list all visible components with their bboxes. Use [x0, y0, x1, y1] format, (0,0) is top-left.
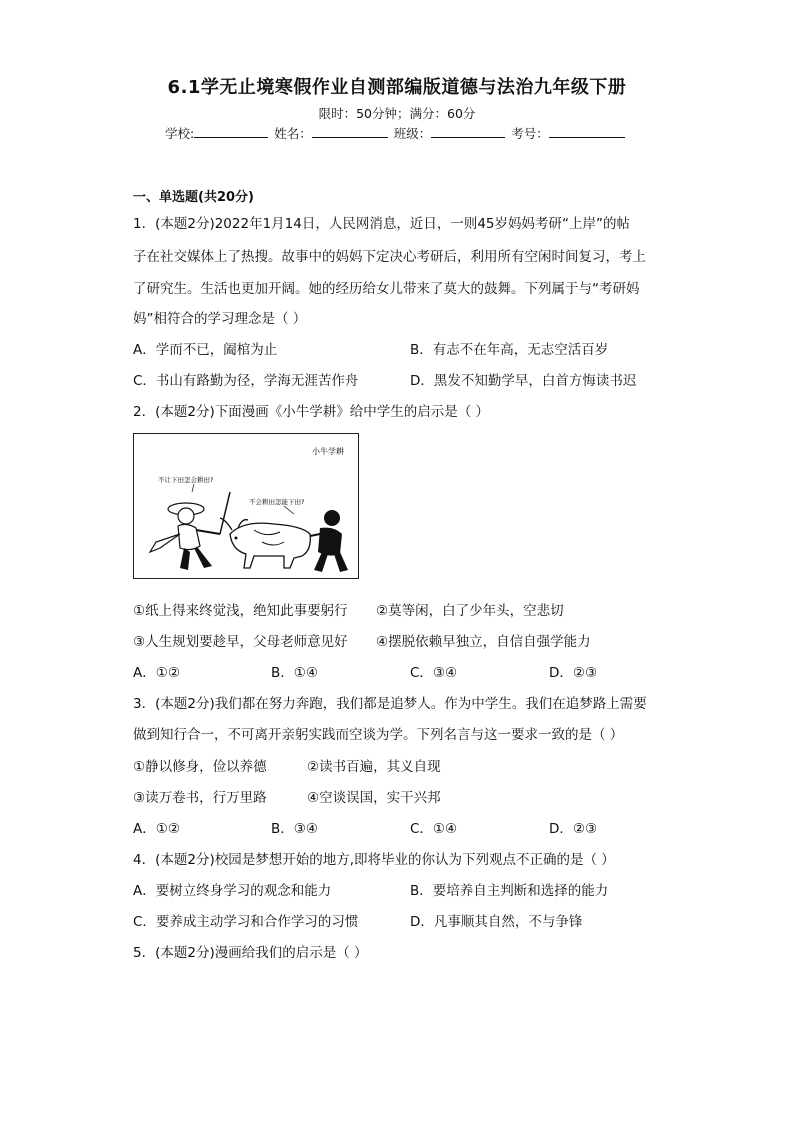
- comic-speech-1: 不让下田怎会耕田?: [158, 476, 214, 484]
- q2-statement-1: ①纸上得来终觉浅，绝知此事要躬行: [133, 603, 348, 619]
- q1-option-c[interactable]: C．书山有路勤为径，学海无涯苦作舟: [133, 373, 359, 389]
- q2-option-b[interactable]: B．①④: [271, 665, 318, 681]
- q1-option-a[interactable]: A．学而不已，阖棺为止: [133, 342, 278, 358]
- q1-stem-line1: 1．(本题2分)2022年1月14日，人民网消息，近日，一则45岁妈妈考研“上岸”的帖: [133, 216, 631, 232]
- school-blank[interactable]: [194, 125, 268, 138]
- q4-option-d[interactable]: D．凡事顺其自然，不与争锋: [410, 914, 583, 930]
- number-blank[interactable]: [549, 125, 625, 138]
- q3-option-a[interactable]: A．①②: [133, 821, 180, 837]
- q1-stem-line3: 了研究生。生活也更加开阔。她的经历给女儿带来了莫大的鼓舞。下列属于与“考研妈: [133, 281, 640, 297]
- q3-stem-line2: 做到知行合一，不可离开亲躬实践而空谈为学。下列名言与这一要求一致的是（ ）: [133, 727, 624, 743]
- name-label: 姓名：: [274, 126, 312, 141]
- q3-statement-4: ④空谈误国，实干兴邦: [307, 790, 441, 806]
- q1-stem-line2: 子在社交媒体上了热搜。故事中的妈妈下定决心考研后，利用所有空闲时间复习，考上: [133, 249, 646, 265]
- q3-stem-line1: 3．(本题2分)我们都在努力奔跑，我们都是追梦人。作为中学生。我们在追梦路上需要: [133, 696, 647, 712]
- time-score-info: 限时：50分钟；满分：60分: [318, 106, 476, 121]
- q2-option-c[interactable]: C．③④: [410, 665, 458, 681]
- comic-drawing: [134, 434, 358, 578]
- q2-statement-3: ③人生规划要趁早，父母老师意见好: [133, 634, 348, 650]
- q3-statement-2: ②读书百遍，其义自现: [307, 759, 441, 775]
- q4-option-a[interactable]: A．要树立终身学习的观念和能力: [133, 883, 332, 899]
- q3-statement-1: ①静以修身，俭以养德: [133, 759, 267, 775]
- class-blank[interactable]: [431, 125, 505, 138]
- number-label: 考号：: [511, 126, 549, 141]
- school-label: 学校:: [165, 126, 195, 141]
- section-heading: 一、单选题(共20分): [133, 190, 254, 205]
- q1-option-d[interactable]: D．黑发不知勤学早，白首方悔读书迟: [410, 373, 637, 389]
- q5-stem: 5．(本题2分)漫画给我们的启示是（ ）: [133, 945, 368, 961]
- q3-option-b[interactable]: B．③④: [271, 821, 318, 837]
- q3-statement-3: ③读万卷书，行万里路: [133, 790, 267, 806]
- page-title: 6.1学无止境寒假作业自测部编版道德与法治九年级下册: [167, 77, 627, 98]
- q4-stem: 4．(本题2分)校园是梦想开始的地方,即将毕业的你认为下列观点不正确的是（ ）: [133, 852, 615, 868]
- q3-option-c[interactable]: C．①④: [410, 821, 458, 837]
- q2-option-a[interactable]: A．①②: [133, 665, 180, 681]
- q2-statement-4: ④摆脱依赖早独立，自信自强学能力: [376, 634, 591, 650]
- boy-figure: [310, 510, 348, 572]
- q3-option-d[interactable]: D．②③: [549, 821, 598, 837]
- class-label: 班级：: [393, 126, 432, 141]
- comic-image: [133, 433, 359, 579]
- q4-option-b[interactable]: B．要培养自主判断和选择的能力: [410, 883, 609, 899]
- q1-stem-line4: 妈”相符合的学习理念是（ ）: [133, 311, 307, 327]
- student-info-fields: [165, 124, 627, 142]
- q2-stem: 2．(本题2分)下面漫画《小牛学耕》给中学生的启示是（ ）: [133, 404, 490, 420]
- comic-speech-2: 不会耕田怎能下田?: [249, 498, 305, 506]
- name-blank[interactable]: [312, 125, 388, 138]
- q1-option-b[interactable]: B．有志不在年高，无志空活百岁: [410, 342, 609, 358]
- ox-figure: [220, 518, 310, 568]
- farmer-figure: [150, 492, 230, 570]
- q4-option-c[interactable]: C．要养成主动学习和合作学习的习惯: [133, 914, 359, 930]
- q2-statement-2: ②莫等闲，白了少年头，空悲切: [376, 603, 564, 619]
- comic-title: 小牛学耕: [312, 447, 344, 456]
- q2-option-d[interactable]: D．②③: [549, 665, 598, 681]
